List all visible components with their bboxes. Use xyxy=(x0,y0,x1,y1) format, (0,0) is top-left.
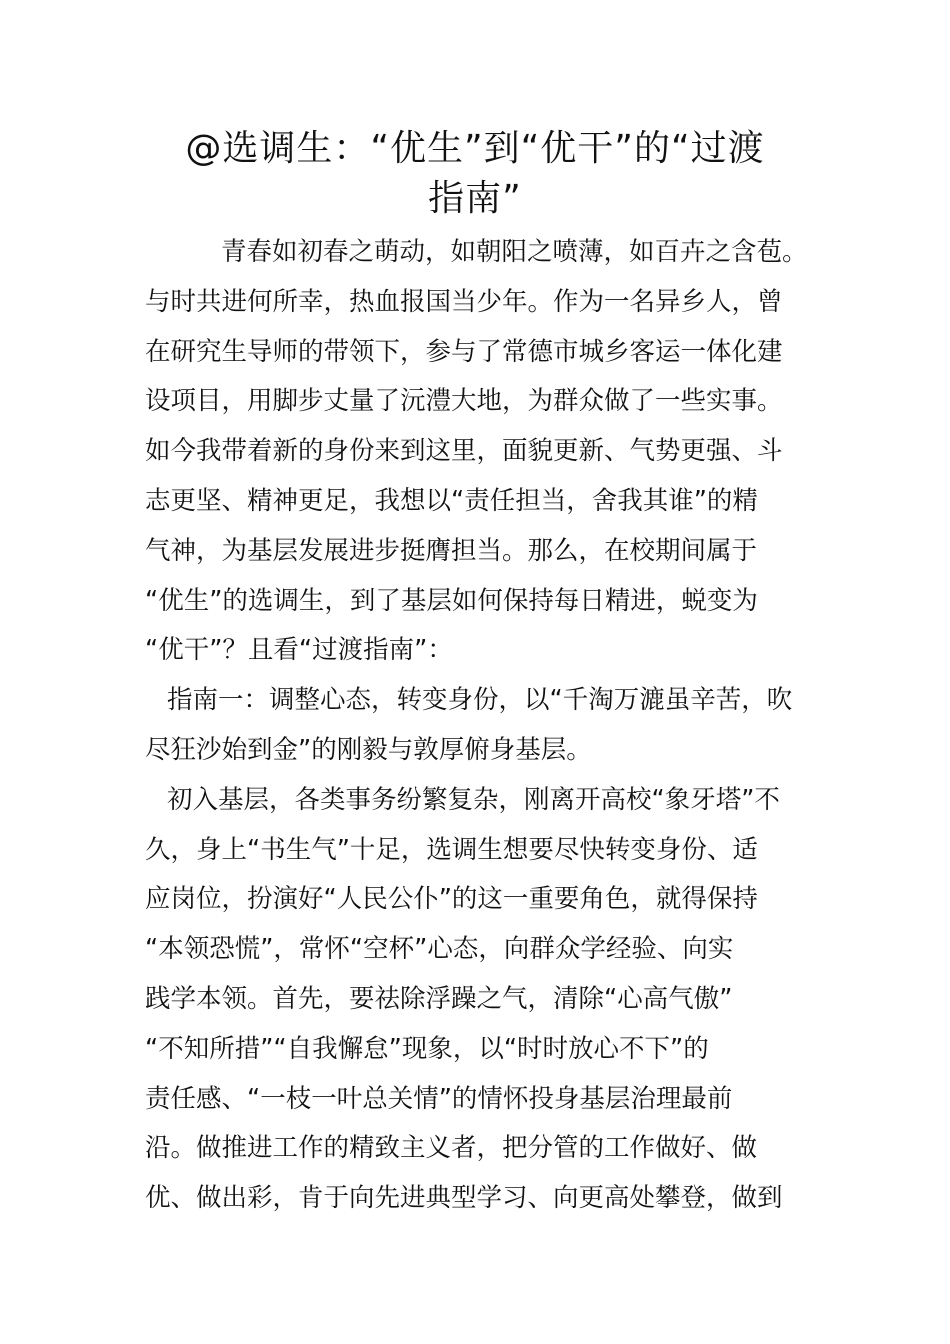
paragraph-line: “本领恐慌”，常怀“空杯”心态，向群众学经验、向实 xyxy=(145,934,734,965)
paragraph-line: 如今我带着新的身份来到这里，面貌更新、气势更强、斗 xyxy=(145,436,783,467)
paragraph-line: 沿。做推进工作的精致主义者，把分管的工作做好、做 xyxy=(145,1133,758,1164)
paragraph-line: “不知所措”“自我懈怠”现象，以“时时放心不下”的 xyxy=(145,1033,709,1064)
paragraph-line: 志更坚、精神更足，我想以“责任担当，舍我其谁”的精 xyxy=(145,485,758,516)
paragraph-line: 尽狂沙始到金”的刚毅与敦厚俯身基层。 xyxy=(145,734,592,765)
document-body xyxy=(145,228,815,1224)
paragraph-line: “优干”？且看“过渡指南”： xyxy=(145,635,453,666)
paragraph-line: 初入基层，各类事务纷繁复杂，刚离开高校“象牙塔”不 xyxy=(167,784,780,815)
paragraph-line: 气神，为基层发展进步挺膺担当。那么，在校期间属于 xyxy=(145,535,758,566)
paragraph-line: “优生”的选调生，到了基层如何保持每日精进，蜕变为 xyxy=(145,585,758,616)
paragraph-line: 久，身上“书生气”十足，选调生想要尽快转变身份、适 xyxy=(145,834,758,865)
title-line: @选调生：“优生”到“优干”的“过渡 xyxy=(185,128,765,169)
paragraph-line: 指南一：调整心态，转变身份，以“千淘万漉虽辛苦，吹 xyxy=(167,685,793,716)
paragraph-line: 在研究生导师的带领下，参与了常德市城乡客运一体化建 xyxy=(145,336,783,367)
paragraph-line: 青春如初春之萌动，如朝阳之喷薄，如百卉之含苞。 xyxy=(221,237,808,267)
paragraph-line: 责任感、“一枝一叶总关情”的情怀投身基层治理最前 xyxy=(145,1083,733,1114)
paragraph-line: 设项目，用脚步丈量了沅澧大地，为群众做了一些实事。 xyxy=(145,386,783,417)
paragraph-line: 优、做出彩，肯于向先进典型学习、向更高处攀登，做到 xyxy=(145,1183,783,1214)
paragraph-line: 践学本领。首先，要祛除浮躁之气，清除“心高气傲” xyxy=(145,983,733,1014)
paragraph-line: 与时共进何所幸，热血报国当少年。作为一名异乡人，曾 xyxy=(145,286,783,317)
title-line: 指南” xyxy=(428,178,522,219)
document-title xyxy=(145,124,805,224)
paragraph-line: 应岗位，扮演好“人民公仆”的这一重要角色，就得保持 xyxy=(145,884,758,915)
